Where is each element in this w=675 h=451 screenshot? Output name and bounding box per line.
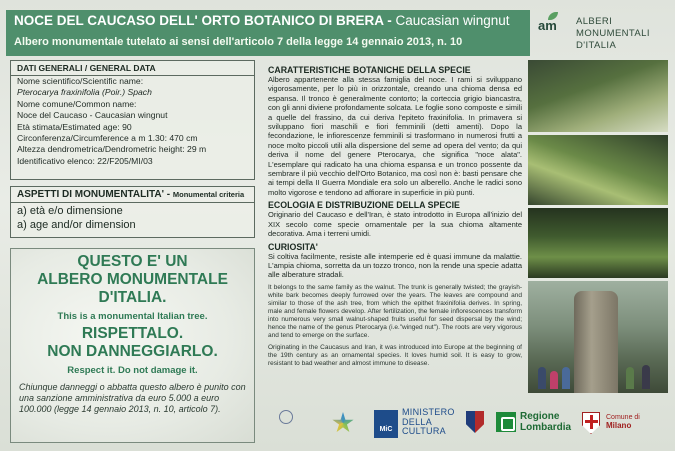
section-heading: ECOLOGIA E DISTRIBUZIONE DELLA SPECIE <box>268 200 460 211</box>
general-line: Identificativo elenco: 22/F205/MI/03 <box>17 155 153 166</box>
criteria-item: a) age and/or dimension <box>17 219 136 231</box>
english-text: Originating in the Caucasus and Iran, it was introduced into Europe at the beginning of the 19th century as an ornamental species. It loves humid soil. It is easy to grow, resistant to bad weather and almost immune to disease. <box>268 343 522 367</box>
criteria-title <box>11 187 254 203</box>
message-line: QUESTO E' UN <box>77 253 188 270</box>
photo-leaves <box>528 60 668 132</box>
message-en: Respect it. Do not damage it. <box>67 365 198 376</box>
shield-logo <box>466 408 488 438</box>
description-column <box>268 62 522 368</box>
general-line: Età stimata/Estimated age: 90 <box>17 121 132 132</box>
penalty-warning: Chiunque danneggi o abbatta questo albero è punito con una sanzione amministrativa da euro 5.000 a euro 100.000 (legge 14 gennaio 2013, n. 10, articolo 7). <box>19 382 246 414</box>
criteria-item: a) età e/o dimensione <box>17 205 123 217</box>
republic-emblem <box>266 408 306 438</box>
photo-trunk <box>528 281 668 393</box>
sign-subtitle: Albero monumentale tutelato ai sensi dell'articolo 7 della legge 14 gennaio 2013, n. 10 <box>14 36 463 48</box>
title-sub: Caucasian wingnut <box>395 13 510 28</box>
lombardia-rose-icon <box>496 412 516 432</box>
message-line: NON DANNEGGIARLO. <box>47 343 218 360</box>
title-main: NOCE DEL CAUCASO DELL' ORTO BOTANICO DI BRERA - <box>14 13 396 28</box>
protection-message-box <box>10 248 255 443</box>
general-line: Circonferenza/Circumference a m 1.30: 470 cm <box>17 133 198 144</box>
photo-catkins <box>528 135 668 205</box>
criteria-title-en: Monumental criteria <box>172 190 245 199</box>
message-line: D'ITALIA. <box>98 289 167 306</box>
children-figures <box>532 363 664 389</box>
ministero-cultura-logo <box>374 408 456 442</box>
scientific-name: Pterocarya fraxinifolia (Poir.) Spach <box>17 87 152 98</box>
regione-text: Regione Lombardia <box>520 411 572 433</box>
milano-label: Milano <box>606 421 632 430</box>
mic-icon: MiC <box>374 410 398 438</box>
person-figure <box>550 371 558 389</box>
criteria-title-it: ASPETTI DI MONUMENTALITA' - <box>17 189 173 200</box>
section-heading: CURIOSITA' <box>268 241 318 252</box>
section-text: Originario del Caucaso e dell'Iran, è stato introdotto in Europa all'inizio del XIX secolo come specie ornamentale per la sua chioma altamente decorativa. Ama i terreni umidi. <box>268 210 522 239</box>
message-line: RISPETTALO. <box>81 325 184 342</box>
person-figure <box>538 367 546 389</box>
logo-mark: am <box>538 18 557 33</box>
general-line: Noce del Caucaso - Caucasian wingnut <box>17 110 168 121</box>
shield-icon <box>466 411 484 433</box>
seal-icon <box>279 410 293 424</box>
message-en: This is a monumental Italian tree. <box>57 311 208 322</box>
general-line: Nome comune/Common name: <box>17 98 137 109</box>
alberi-monumentali-logo <box>536 12 668 52</box>
person-figure <box>562 367 570 389</box>
person-figure <box>626 367 634 389</box>
general-line: Altezza dendrometrica/Dendrometric height: 29 m <box>17 144 207 155</box>
milano-cross-icon <box>582 412 600 434</box>
comune-milano-logo <box>582 408 662 438</box>
logo-line: ALBERI <box>576 16 613 27</box>
general-data-title: DATI GENERALI / GENERAL DATA <box>11 61 254 76</box>
english-text: It belongs to the same family as the walnut. The trunk is generally twisted; the grayish-white bark becomes deeply furrowed over the years. The leaves are compound and similar to those of the ash tree, from which the epithet fraxinifolia derives. In spring, male and female flowers develop. After fertilization, the female inflorescences transform into numerous very small walnut-shaped fruits useful for seed dispersal by the wind; hence the name of the genus Pterocarya (i.e."winged nut"). The roots are very vigorous and tend to emerge on the surface. <box>268 283 522 339</box>
logo-line: MONUMENTALI <box>576 28 650 39</box>
message-line: ALBERO MONUMENTALE <box>37 271 228 288</box>
person-figure <box>642 365 650 389</box>
photo-fruits <box>528 208 668 278</box>
comune-text <box>606 414 640 431</box>
footer-logos <box>262 402 672 446</box>
star-icon <box>332 412 354 434</box>
general-line <box>11 87 254 98</box>
general-line: Nome scientifico/Scientific name: <box>17 76 144 86</box>
general-data-box <box>10 60 255 180</box>
comune-label: Comune di <box>606 414 640 421</box>
section-heading: CARATTERISTICHE BOTANICHE DELLA SPECIE <box>268 65 471 75</box>
logo-line: D'ITALIA <box>576 40 617 51</box>
ministero-text: MINISTERO DELLA CULTURA <box>402 407 455 436</box>
star-logo <box>324 408 360 442</box>
section-text: Si coltiva facilmente, resiste alle intemperie ed è quasi immune da malattie. L'ampia chioma, sorretta da un tozzo tronco, non la rende una specie adatta alle alberature stradali. <box>268 251 522 280</box>
sign-title <box>14 13 510 28</box>
monumental-criteria-box <box>10 186 255 238</box>
regione-lombardia-logo <box>496 408 576 438</box>
section-text: Albero appartenente alla stessa famiglia del noce. I rami si sviluppano vigorosamente, per lo più in orizzontale, creando una chioma densa ed espansa. Il tronco è generalmente contorto; la corteccia grigio biancastra, con gli anni diviene profondamente solcata. Le foglie sono composte e simili a quelle del frassino, da cui deriva l'epiteto fraxinifolia. In primavera si sviluppano fiori maschili e fiori femminili (detti amenti). Dopo la fecondazione, le infiorescenze femminili si trasformano in numerosi frutti a noce molto piccoli utili alla dispersione del seme ad opera del vento; da qui deriva il nome del genere Pterocarya, che significa "noce alata". L'esemplare qui radicato ha una chioma espansa e un tronco possente da sembrare il più vecchio dell'Orto Botanico, ma così non è: basti pensare che ai tempi della II Guerra Mondiale era solo un alberello. Anche le radici sono molto vigorose e tendono ad affiorare in superficie in più punti. <box>268 75 522 197</box>
sign-header <box>6 10 530 56</box>
